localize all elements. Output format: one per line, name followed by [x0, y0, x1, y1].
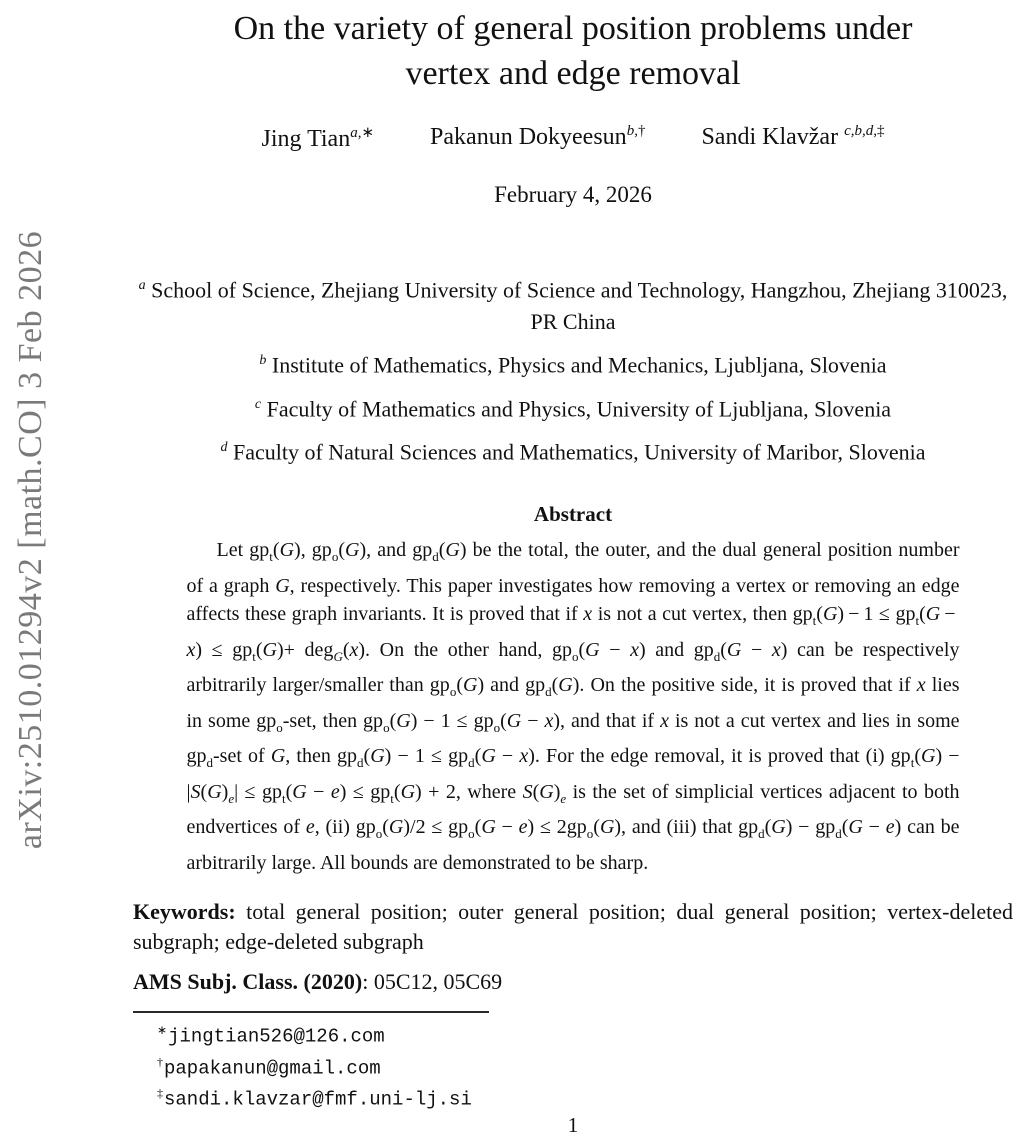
affiliations: [133, 270, 1013, 468]
affiliation-a: [133, 270, 1013, 338]
author-1: [262, 123, 375, 153]
abstract-heading: Abstract: [533, 502, 613, 527]
ams-class-codes: : 05C12, 05C69: [362, 969, 503, 995]
author-2-superscript: b,†: [626, 123, 646, 139]
author-3-superscript: c,b,d,‡: [844, 123, 885, 139]
keywords-label: Keywords:: [133, 899, 236, 925]
affiliation-a-text: School of Science, Zhejiang University of Science and Technology, Hangzhou, Zhejiang 310023, PR China: [151, 277, 1008, 335]
author-2: [430, 123, 645, 153]
paper-title-line2: vertex and edge removal: [405, 55, 741, 92]
abstract-section: [133, 502, 1013, 877]
ams-class-line: [133, 969, 1013, 995]
author-3: [701, 123, 884, 153]
abstract-body: Let $gp_t(G)$, $gp_o(G)$, and $gp_d(G)$ be the total, the outer, and the dual general position number of a graph G, respectively. This paper investigates how removing a vertex or removing an edge affects these graph invariants. It is proved that if x is not a cut vertex, then $gp_t(G) - 1 \le gp_t(G - x) \le gp_t(G)+ deg_G(x)$. On the other hand, $gp_o(G - x)$ and $gp_d(G - x)$ can be respectively arbitrarily larger/smaller than $gp_o(G)$ and $gp_d(G)$. On the positive side, it is proved that if x lies in some $gp_o$-set, then $gp_o(G) - 1 \le gp_o(G - x)$, and that if x is not a cut vertex and lies in some $gp_d$-set of G, then $gp_d(G) - 1 \le gp_d(G - x)$. For the edge removal, it is proved that (i) $gp_t(G) - |S(G)_e| \le gp_t(G - e) \le gp_t(G) + 2$, where $S(G)_e$ is the set of simplicial vertices adjacent to both endvertices of e, (ii) $gp_o(G)/2 \le gp_o(G - e) \le 2gp_o(G)$, and (iii) that $gp_d(G) - gp_d(G - e)$ can be arbitrarily large. All bounds are demonstrated to be sharp.: [186, 539, 960, 874]
author-1-name: Jing Tian: [261, 126, 351, 152]
affiliation-d-mark: d: [220, 439, 228, 455]
keywords-text: total general position; outer general position; dual general position; vertex-deleted subgraph; edge-deleted subgraph: [133, 899, 1014, 955]
affiliation-c-mark: c: [254, 396, 262, 412]
footnote-2: [157, 1050, 1013, 1081]
footnote-2-marker: †: [157, 1054, 163, 1069]
footnote-2-email: papakanun@gmail.com: [164, 1056, 381, 1079]
affiliation-b-text: Institute of Mathematics, Physics and Mechanics, Ljubljana, Slovenia: [271, 352, 887, 378]
footnote-3-marker: ‡: [157, 1085, 163, 1100]
footnotes: [157, 1018, 1013, 1112]
authors-row: [133, 123, 1013, 153]
paper-date: February 4, 2026: [494, 182, 652, 207]
affiliation-c: [133, 389, 1013, 425]
arxiv-watermark: arXiv:2510.01294v2 [math.CO] 3 Feb 2026: [12, 230, 49, 850]
affiliation-d-text: Faculty of Natural Sciences and Mathematics, University of Maribor, Slovenia: [232, 439, 926, 465]
affiliation-d: [133, 432, 1013, 468]
paper-title-line1: On the variety of general position problems under: [233, 10, 913, 47]
affiliation-b-mark: b: [259, 353, 267, 369]
affiliation-b: [133, 345, 1013, 381]
keywords-line: [133, 897, 1013, 957]
affiliation-c-text: Faculty of Mathematics and Physics, University of Ljubljana, Slovenia: [266, 395, 892, 421]
footnote-3: [157, 1081, 1013, 1112]
paper-title: [133, 6, 1013, 96]
page-number: 1: [567, 1113, 579, 1137]
affiliation-a-mark: a: [138, 278, 146, 293]
footnote-rule: [133, 1011, 489, 1013]
page-column: [133, 0, 1013, 1112]
footnote-1: [157, 1018, 1013, 1049]
footnote-1-marker: ∗: [157, 1023, 168, 1038]
ams-class-label: AMS Subj. Class. (2020): [133, 969, 363, 995]
footnote-1-email: jingtian526@126.com: [168, 1025, 385, 1048]
author-2-name: Pakanun Dokyeesun: [430, 124, 627, 150]
author-1-superscript: a,∗: [350, 125, 375, 141]
footnote-3-email: sandi.klavzar@fmf.uni-lj.si: [164, 1088, 472, 1111]
author-3-name: Sandi Klavžar: [701, 124, 845, 150]
